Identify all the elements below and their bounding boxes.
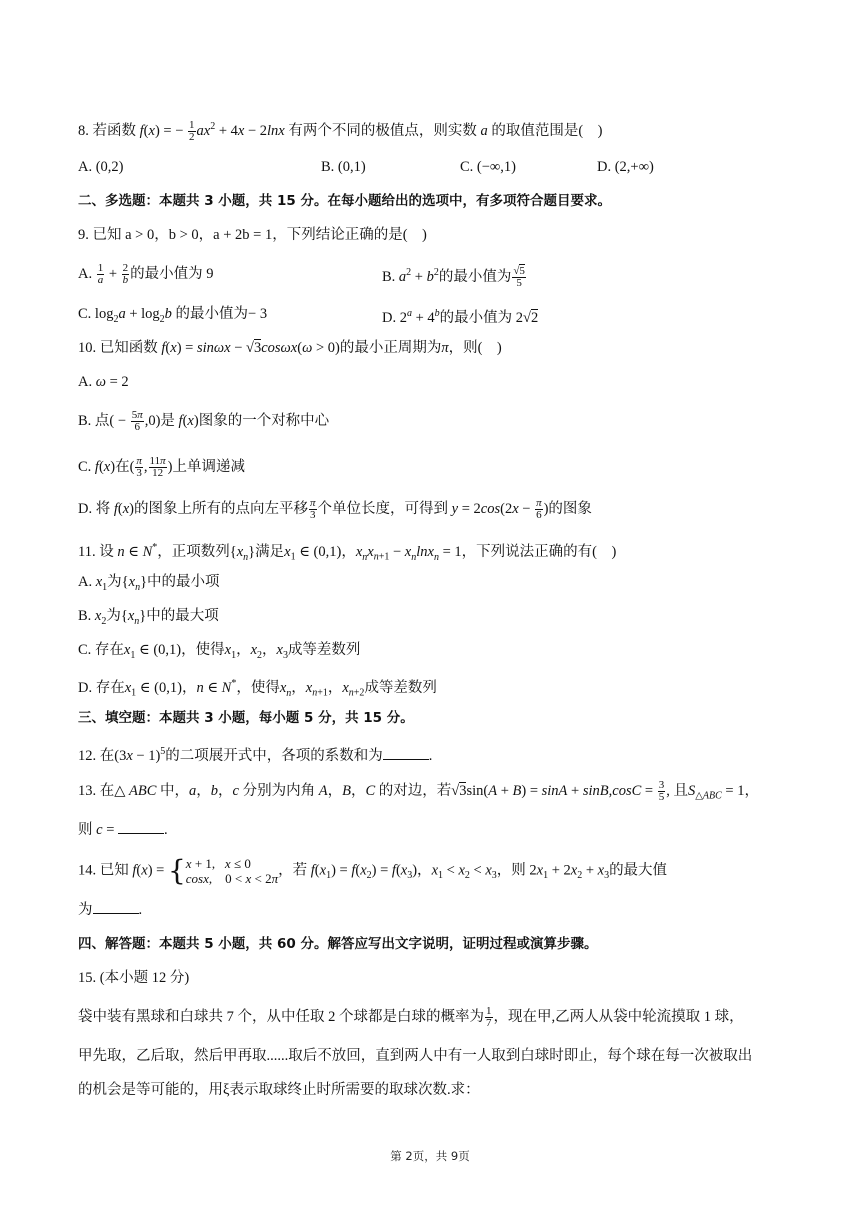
section-4-heading: 四、解答题：本题共 5 小题，共 60 分。解答应写出文字说明，证明过程或演算步骤。 (78, 936, 598, 952)
question-14-line2: 为 . (78, 902, 143, 918)
question-10-stem: 10. 已知函数 f(x) = sinωx − √3cosωx(ω > 0)的最小正周期为π，则( ) (78, 340, 502, 356)
q9-option-b: B. $a^2 + b^2$的最小值为 $\frac{√5}{5}$ (382, 265, 525, 289)
question-15-head: 15. (本小题 12 分) (78, 970, 190, 986)
question-12: 12. 在$(3x - 1)^5$的二项展开式中，各项的系数和为 . (78, 746, 433, 764)
question-15-line2: 甲先取，乙后取，然后甲再取......取后不放回，直到两人中有一人取到白球时即止，每个球在每一次被取出 (78, 1048, 753, 1064)
q10-option-c: C. f(x)在( $\frac{\pi}{3}$ , $\frac{11\pi}{12}$ )上单调递减 (78, 455, 245, 479)
answer-blank[interactable] (383, 746, 429, 760)
question-15-line1: 袋中装有黑球和白球共 7 个，从中任取 2 个球都是白球的概率为 $\frac{1}{7}$ ，现在甲,乙两人从袋中轮流摸取 1 球， (78, 1005, 744, 1029)
q9-option-c: C. $\log_2a + \log_2b$ 的最小值为− 3 (78, 306, 268, 325)
q10-option-a: A. ω = 2 (78, 374, 129, 390)
q11-option-d: D. 存在$x_1$ ∈ (0,1)，n ∈ N*，使得$x_n$，$x_{n+1}$，$x_{n+2}$成等差数列 (78, 678, 437, 699)
q9-option-d: D. $2^a + 4^b$的最小值为 2√2 (382, 308, 539, 326)
q10-option-b: B. 点( − $\frac{5\pi}{6}$ ,0)是 f(x)图象的一个对称中心 (78, 409, 330, 433)
answer-blank[interactable] (93, 900, 139, 914)
q11-option-a: A. $x_1$为$\{x_n\}$中的最小项 (78, 574, 220, 593)
q8-option-d: D. (2,+∞) (597, 159, 654, 175)
q8-option-a: A. (0,2) (78, 159, 124, 175)
question-11-stem: 11. 设 n ∈ N*，正项数列$\{x_n\}$满足$x_1$ ∈ (0,1)，$x_nx_{n+1} - x_n\ln x_n = 1$，下列说法正确的有( ) (78, 542, 617, 563)
section-3-heading: 三、填空题：本题共 3 小题，每小题 5 分，共 15 分。 (78, 710, 414, 726)
page-footer: 第 2页，共 9页 (390, 1149, 470, 1163)
q9-option-a: A. $\frac{1}{a}$ + $\frac{2}{b}$ 的最小值为 9 (78, 262, 214, 286)
q11-option-c: C. 存在$x_1$ ∈ (0,1)，使得$x_1$，$x_2$，$x_3$成等差数列 (78, 642, 361, 661)
question-14-line1: 14. 已知 f(x) = {x + 1, x ≤ 0 cosx, 0 < x < 2π，若 $f(x_1) = f(x_2) = f(x_3)$，$x_1 < x_2 < x_3$，则 $2x_1 + 2x_2 + x_3$的最大值 (78, 854, 668, 887)
question-13-line1: 13. 在△ ABC 中，a，b，c 分别为内角 A，B，C 的对边，若√3sin(A + B) = sinA + sinB,cosC = $\frac{3}{5}$ , 且$S_{\triangle ABC} = 1$， (78, 779, 759, 803)
question-9-options-row2 (78, 304, 778, 330)
question-8-options (78, 157, 778, 177)
question-9-stem: 9. 已知 a > 0，b > 0，a + 2b = 1，下列结论正确的是( ) (78, 227, 427, 243)
question-15-line3: 的机会是等可能的，用ξ表示取球终止时所需要的取球次数.求： (78, 1082, 480, 1098)
answer-blank[interactable] (118, 820, 164, 834)
question-8-stem (78, 117, 603, 143)
q10-option-d: D. 将 f(x)的图象上所有的点向左平移 $\frac{\pi}{3}$ 个单位长度，可得到 y = 2cos(2x − $\frac{\pi}{6}$ )的图象 (78, 497, 592, 521)
q8-option-c: C. (−∞,1) (460, 159, 516, 175)
section-2-heading: 二、多选题：本题共 3 小题，共 15 分。在每小题给出的选项中，有多项符合题目要求。 (78, 193, 611, 209)
question-13-line2: 则 c = . (78, 822, 168, 838)
q8-stem-text: 8. 若函数 f(x) = − $\frac{1}{2}$ $ax^2 + 4x - 2\ln x$ 有两个不同的极值点，则实数 a 的取值范围是( ) (78, 119, 603, 143)
q8-option-b: B. (0,1) (321, 159, 366, 175)
q11-option-b: B. $x_2$为$\{x_n\}$中的最大项 (78, 608, 219, 627)
question-9-options-row1 (78, 262, 778, 289)
